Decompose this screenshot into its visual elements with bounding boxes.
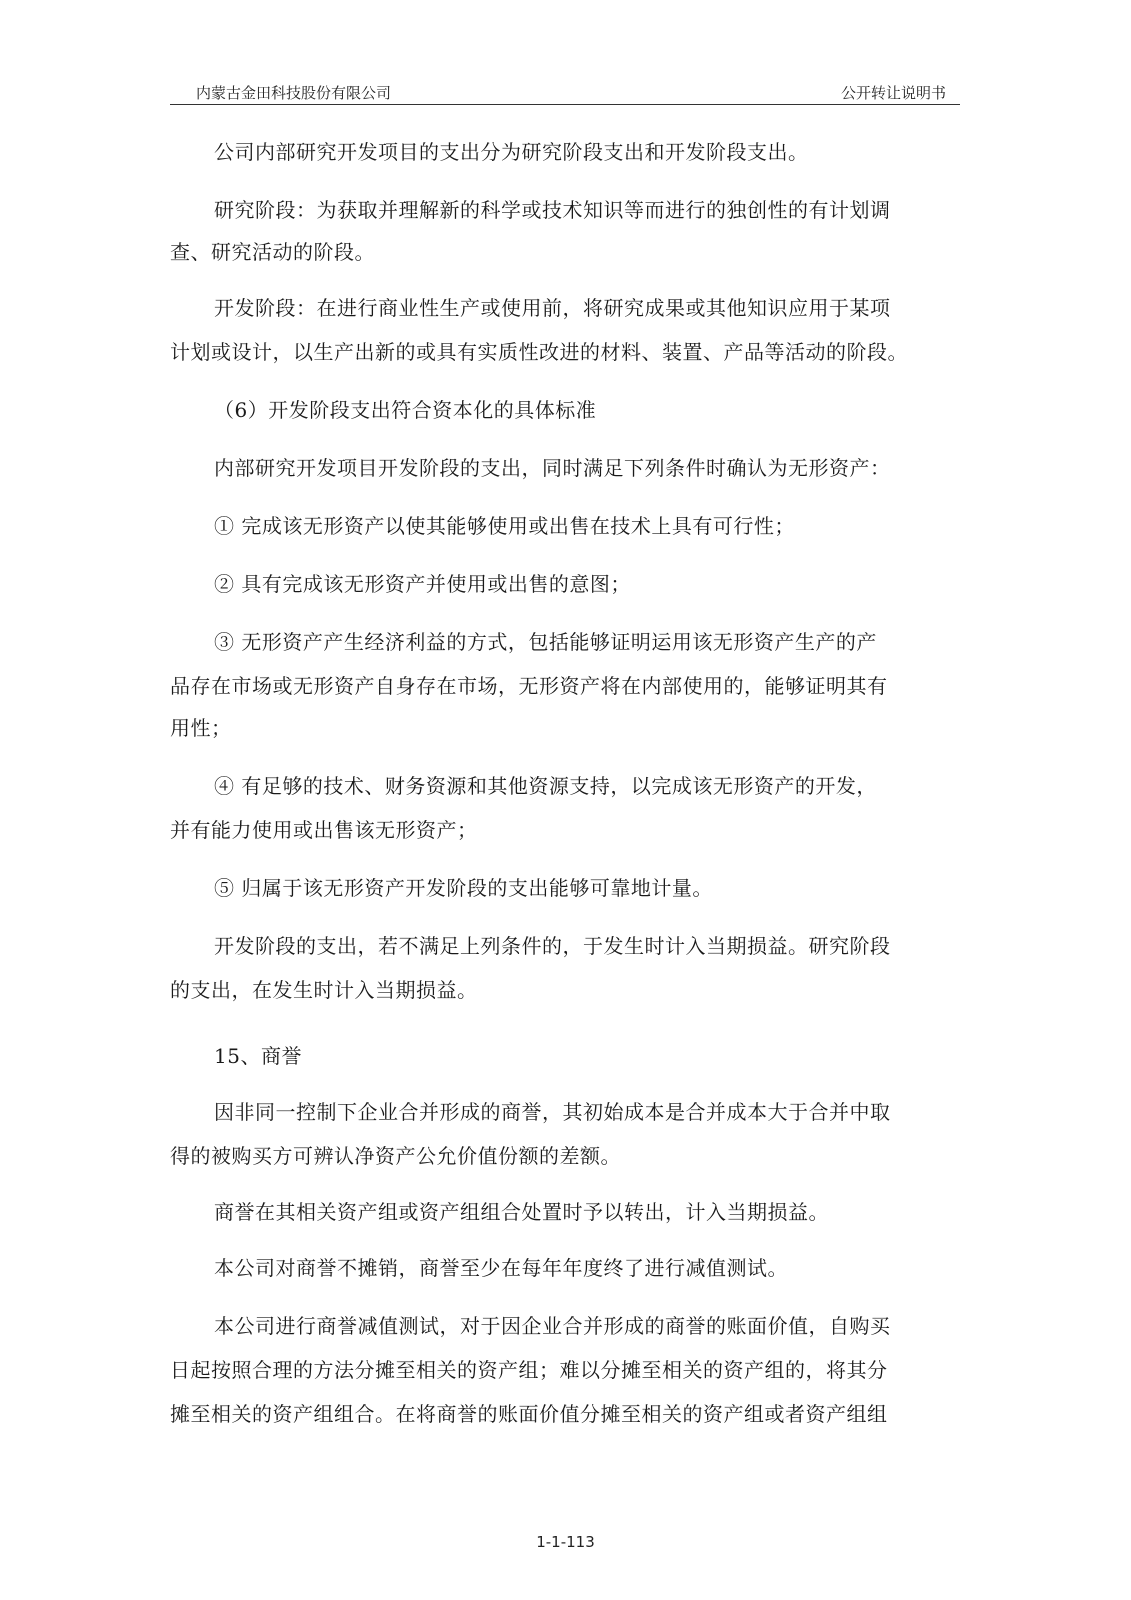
list-item-continuation: 用性；	[170, 716, 232, 740]
list-item: ① 完成该无形资产以使其能够使用或出售在技术上具有可行性；	[214, 514, 795, 538]
section-heading: （6）开发阶段支出符合资本化的具体标准	[214, 398, 597, 422]
list-item-continuation: 并有能力使用或出售该无形资产；	[170, 818, 478, 842]
paragraph-line: 开发阶段的支出，若不满足上列条件的，于发生时计入当期损益。研究阶段	[214, 934, 891, 958]
paragraph-line: 计划或设计，以生产出新的或具有实质性改进的材料、装置、产品等活动的阶段。	[170, 340, 908, 364]
paragraph-line: 因非同一控制下企业合并形成的商誉，其初始成本是合并成本大于合并中取	[214, 1100, 891, 1124]
list-item: ③ 无形资产产生经济利益的方式，包括能够证明运用该无形资产生产的产	[214, 630, 877, 654]
page-header	[170, 78, 960, 106]
paragraph-line: 日起按照合理的方法分摊至相关的资产组；难以分摊至相关的资产组的，将其分	[170, 1358, 888, 1382]
header-rule	[170, 104, 960, 105]
paragraph-line: 本公司对商誉不摊销，商誉至少在每年年度终了进行减值测试。	[214, 1256, 788, 1280]
page-number: 1-1-113	[536, 1533, 595, 1551]
paragraph-line: 商誉在其相关资产组或资产组组合处置时予以转出，计入当期损益。	[214, 1200, 829, 1224]
paragraph-line: 内部研究开发项目开发阶段的支出，同时满足下列条件时确认为无形资产：	[214, 456, 891, 480]
paragraph-line: 查、研究活动的阶段。	[170, 240, 375, 264]
list-item: ⑤ 归属于该无形资产开发阶段的支出能够可靠地计量。	[214, 876, 713, 900]
paragraph-line: 研究阶段：为获取并理解新的科学或技术知识等而进行的独创性的有计划调	[214, 198, 891, 222]
section-heading: 15、商誉	[214, 1044, 302, 1068]
paragraph-line: 本公司进行商誉减值测试，对于因企业合并形成的商誉的账面价值，自购买	[214, 1314, 891, 1338]
header-document-title: 公开转让说明书	[840, 84, 946, 102]
paragraph-line: 公司内部研究开发项目的支出分为研究阶段支出和开发阶段支出。	[214, 140, 809, 164]
header-company-name: 内蒙古金田科技股份有限公司	[196, 84, 392, 102]
paragraph-line: 开发阶段：在进行商业性生产或使用前，将研究成果或其他知识应用于某项	[214, 296, 891, 320]
list-item: ② 具有完成该无形资产并使用或出售的意图；	[214, 572, 631, 596]
list-item: ④ 有足够的技术、财务资源和其他资源支持，以完成该无形资产的开发，	[214, 774, 877, 798]
paragraph-line: 的支出，在发生时计入当期损益。	[170, 978, 478, 1002]
paragraph-line: 得的被购买方可辨认净资产公允价值份额的差额。	[170, 1144, 621, 1168]
paragraph-line: 摊至相关的资产组组合。在将商誉的账面价值分摊至相关的资产组或者资产组组	[170, 1402, 888, 1426]
list-item-continuation: 品存在市场或无形资产自身存在市场，无形资产将在内部使用的，能够证明其有	[170, 674, 888, 698]
